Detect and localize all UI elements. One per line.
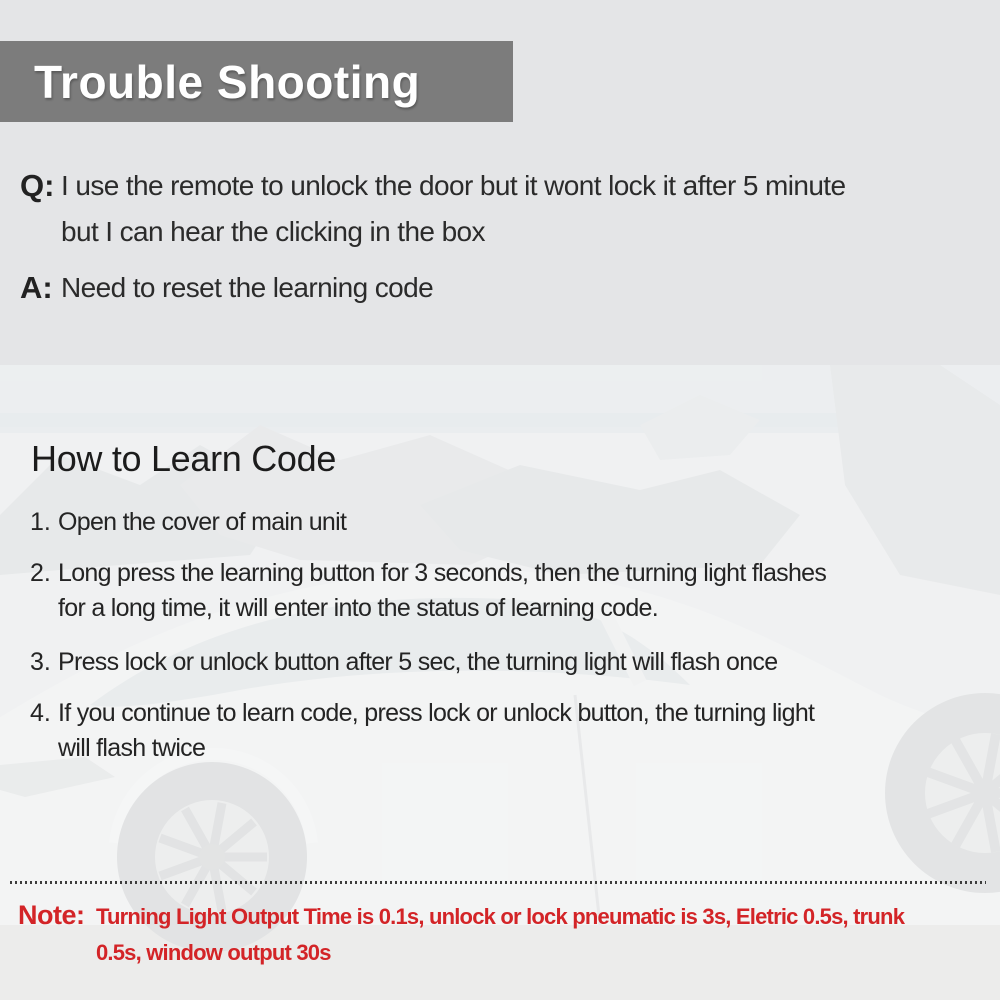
step-number: 1. xyxy=(30,508,51,536)
step-line: If you continue to learn code, press lock or unlock button, the turning light xyxy=(58,699,815,727)
list-item xyxy=(30,645,826,680)
answer-line-1: Need to reset the learning code xyxy=(61,272,434,303)
question-line-2: but I can hear the clicking in the box xyxy=(61,216,485,247)
step-text xyxy=(58,645,777,680)
answer-block xyxy=(20,265,433,311)
step-line: will flash twice xyxy=(58,734,206,762)
note-text xyxy=(96,897,904,971)
note-label: Note: xyxy=(18,900,85,930)
answer-label: A: xyxy=(20,270,53,305)
step-line: Long press the learning button for 3 seconds, then the turning light flashes xyxy=(58,559,827,587)
step-text xyxy=(58,556,826,626)
step-line: Press lock or unlock button after 5 sec, the turning light will flash once xyxy=(58,648,778,676)
question-text xyxy=(61,163,845,255)
list-item xyxy=(30,696,826,766)
list-item xyxy=(30,505,826,540)
note-line-2: 0.5s, window output 30s xyxy=(96,940,331,965)
step-line: for a long time, it will enter into the status of learning code. xyxy=(58,594,658,622)
note-line-1: Turning Light Output Time is 0.1s, unlock or lock pneumatic is 3s, Eletric 0.5s, trunk xyxy=(96,904,905,929)
steps-list xyxy=(30,505,826,766)
step-number: 4. xyxy=(30,699,51,727)
question-block xyxy=(20,163,845,255)
step-text xyxy=(58,696,814,766)
step-text xyxy=(58,505,346,540)
question-line-1: I use the remote to unlock the door but it wont lock it after 5 minute xyxy=(61,170,846,201)
list-item xyxy=(30,556,826,626)
dotted-divider xyxy=(10,881,986,884)
answer-text xyxy=(61,265,433,311)
section-heading: How to Learn Code xyxy=(31,438,337,479)
step-number: 3. xyxy=(30,648,51,676)
page-title: Trouble Shooting xyxy=(34,55,421,108)
step-number: 2. xyxy=(30,559,51,587)
step-line: Open the cover of main unit xyxy=(58,508,347,536)
note-block xyxy=(18,897,904,971)
question-label: Q: xyxy=(20,168,55,203)
title-banner xyxy=(0,41,513,122)
